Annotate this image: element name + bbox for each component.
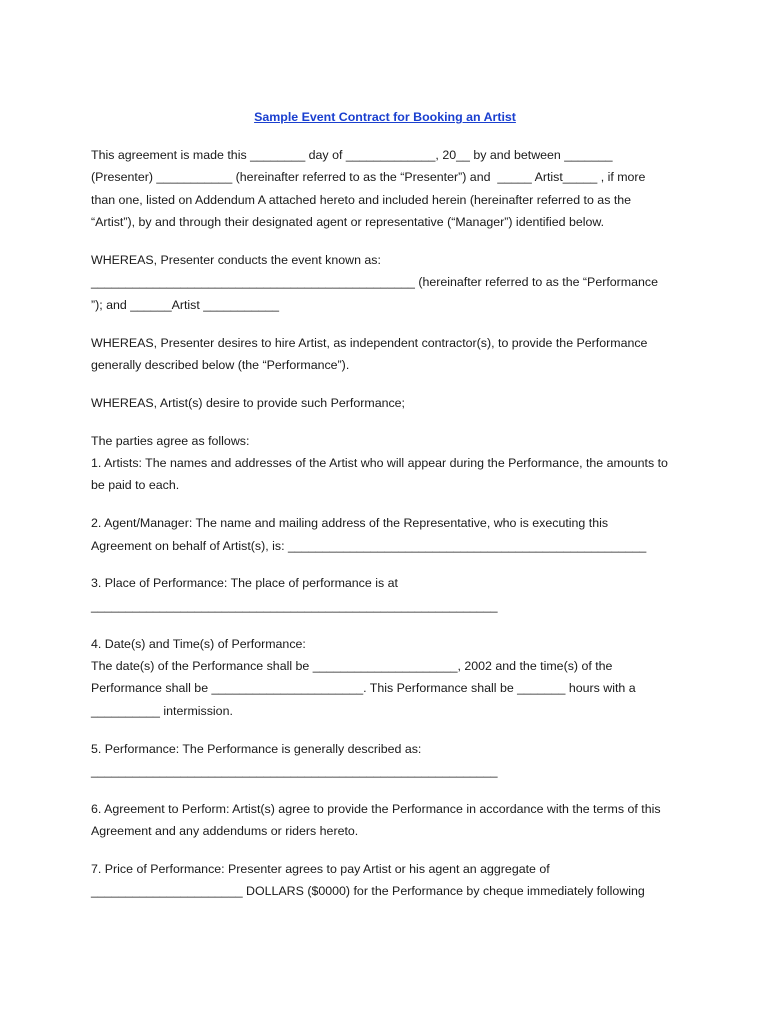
text-line: ___________________________________________________________: [91, 764, 498, 779]
text-line: ___________________________________________________________: [91, 598, 498, 613]
paragraph: [91, 512, 691, 557]
text-line: This agreement is made this ________ day of _____________, 20__ by and between _______: [91, 148, 613, 162]
text-line: “Artist”), by and through their designated agent or representative (“Manager”) identified below.: [91, 215, 605, 230]
text-line: Performance shall be ______________________. This Performance shall be _______ hours with a: [91, 681, 636, 696]
paragraph: [91, 430, 691, 497]
paragraph: [91, 858, 691, 903]
text-line: The parties agree as follows:: [91, 433, 250, 448]
text-line: 5. Performance: The Performance is generally described as:: [91, 741, 422, 756]
text-line: ______________________ DOLLARS ($0000) for the Performance by cheque immediately following: [91, 884, 645, 899]
text-line: (Presenter) ___________ (hereinafter referred to as the “Presenter”) and _____ Artist_____ , if more: [91, 170, 646, 185]
text-line: WHEREAS, Presenter conducts the event known as:: [91, 253, 381, 268]
text-line: Agreement on behalf of Artist(s), is: ____________________________________________________: [91, 538, 647, 553]
text-line: __________ intermission.: [91, 703, 233, 718]
text-line: than one, listed on Addendum A attached hereto and included herein (hereinafter referred to as the: [91, 192, 632, 207]
text-line: generally described below (the “Performance”).: [91, 358, 350, 373]
document-title: Sample Event Contract for Booking an Artist: [254, 110, 516, 124]
text-line: 2. Agent/Manager: The name and mailing address of the Representative, who is executing this: [91, 516, 609, 531]
paragraph: [91, 249, 691, 316]
text-line: 7. Price of Performance: Presenter agrees to pay Artist or his agent an aggregate of: [91, 862, 550, 877]
paragraph: [91, 572, 691, 617]
text-line: be paid to each.: [91, 478, 180, 493]
paragraph: [91, 633, 691, 723]
paragraph: [91, 144, 691, 234]
text-line: _______________________________________________ (hereinafter referred to as the “Performance: [91, 275, 658, 290]
text-line: WHEREAS, Presenter desires to hire Artist, as independent contractor(s), to provide the Performance: [91, 335, 648, 350]
text-line: 4. Date(s) and Time(s) of Performance:: [91, 636, 306, 651]
text-line: 1. Artists: The names and addresses of the Artist who will appear during the Performance, the amounts to: [91, 456, 668, 471]
paragraph: [91, 392, 691, 414]
paragraph: [91, 738, 691, 783]
text-line: ”); and ______Artist ___________: [91, 297, 280, 312]
text-line: Agreement and any addendums or riders hereto.: [91, 824, 359, 839]
text-line: The date(s) of the Performance shall be _____________________, 2002 and the time(s) of the: [91, 659, 613, 674]
text-line: 6. Agreement to Perform: Artist(s) agree to provide the Performance in accordance with the terms of this: [91, 801, 661, 816]
document-body: [91, 144, 691, 918]
text-line: WHEREAS, Artist(s) desire to provide such Performance;: [91, 395, 406, 410]
text-line: 3. Place of Performance: The place of performance is at: [91, 576, 398, 591]
paragraph: [91, 332, 691, 377]
paragraph: [91, 798, 691, 843]
